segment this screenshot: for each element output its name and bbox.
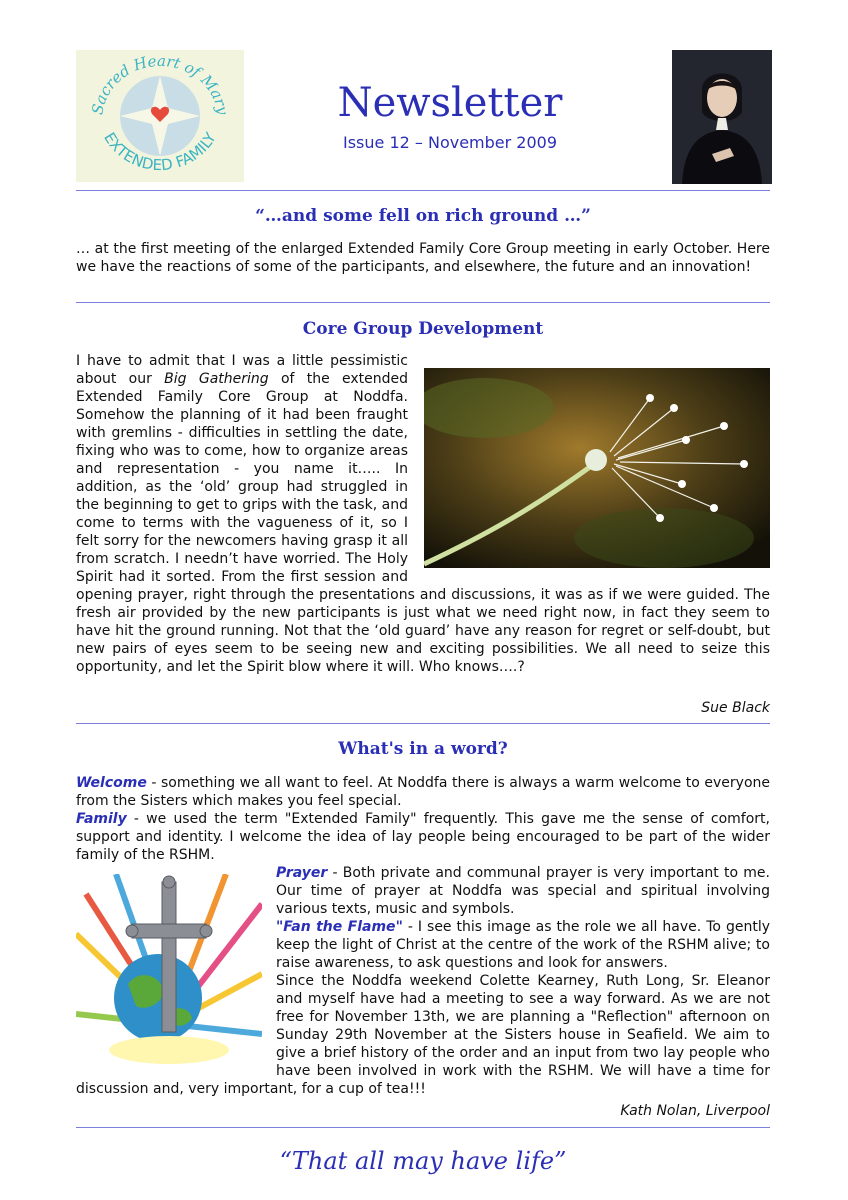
svg-text:Sacred Heart of Mary: Sacred Heart of Mary <box>88 51 232 117</box>
welcome-entry <box>76 774 770 810</box>
core-body-intro: I have to admit that I was a little pessimistic about our <box>76 353 408 387</box>
divider <box>76 723 770 724</box>
prayer-term: Prayer <box>276 865 328 881</box>
sacred-heart-logo <box>76 50 244 182</box>
author-kath-nolan: Kath Nolan, Liverpool <box>620 1103 770 1119</box>
family-term: Family <box>76 811 127 827</box>
flame-quote-close: " <box>395 919 403 935</box>
intro-paragraph: … at the first meeting of the enlarged Extended Family Core Group meeting in early October. Here we have the reactions of some of the participants, and elsewhere, the future and an innovation! <box>76 241 770 275</box>
fan-the-flame-image <box>76 874 262 1064</box>
section-heading-rich-ground: “…and some fell on rich ground …” <box>255 206 591 226</box>
prayer-text: - Both private and communal prayer is very important to me. Our time of prayer at Noddfa was special and spiritual involving various texts, music and symbols. <box>276 865 770 917</box>
newsletter-title: Newsletter <box>337 80 563 126</box>
issue-date: Issue 12 – November 2009 <box>342 133 558 152</box>
divider <box>76 1127 770 1128</box>
flame-quote-open: " <box>276 919 284 935</box>
word-article <box>76 774 770 1098</box>
divider <box>76 190 770 191</box>
flame-text: - I see this image as the role we all have. To gently keep the light of Christ at the centre of the work of the RSHM alive; to raise awareness, to ask questions and look for answers. <box>276 919 770 971</box>
divider <box>76 302 770 303</box>
section-heading-core-group: Core Group Development <box>302 319 544 339</box>
section-heading-word: What's in a word? <box>338 739 508 759</box>
welcome-term: Welcome <box>76 775 147 791</box>
family-text: - we used the term "Extended Family" frequently. This gave me the sense of comfort, support and identity. I welcome the idea of lay people being encouraged to be part of the wider family of the RSHM. <box>76 811 770 863</box>
svg-text:EXTENDED FAMILY: EXTENDED FAMILY <box>100 129 220 175</box>
core-body-rest: of the extended Extended Family Core Group at Noddfa. Somehow the planning of it had been fraught with gremlins - difficulties in settling the date, fixing who was to come, how to organize areas and representation - you name it….. In addition, as the ‘old’ group had struggled in the beginning to get to grips with the task, and come to terms with the vagueness of it, so I felt sorry for the newcomers having grasp it all from scratch. I needn’t have worried. The Holy Spirit had it sorted. From the first session and opening prayer, right through the presentations and discussions, it was as if we were guided. The fresh air provided by the new participants is just what we need right now, in fact they seem to have hit the ground running. Not that the ‘old guard’ have any reason for regret or self-doubt, but new pairs of eyes seem to be seeing new and exciting possibilities. We all need to seize this opportunity, and let the Spirit blow where it will. Who knows….? <box>76 371 770 675</box>
prayer-entry <box>76 864 770 1098</box>
author-sue-black: Sue Black <box>701 700 770 716</box>
dandelion-seeds-photo <box>424 368 770 568</box>
flame-term: Fan the Flame <box>283 919 396 935</box>
footer-motto: “That all may have life” <box>279 1147 567 1175</box>
founder-portrait <box>672 50 772 184</box>
core-group-article <box>76 352 770 676</box>
core-body-emphasis: Big Gathering <box>164 371 269 387</box>
closing-text: Since the Noddfa weekend Colette Kearney, Ruth Long, Sr. Eleanor and myself have had a meeting to see a way forward. As we are not free for November 13th, we are planning a "Reflection" afternoon on Sunday 29th November at the Sisters house in Seafield. We aim to give a brief history of the order and an input from two lay people who have been involved in work with the RSHM. We will have a time for discussion and, very important, for a cup of tea!!! <box>76 973 770 1097</box>
family-entry <box>76 810 770 864</box>
welcome-text: - something we all want to feel. At Noddfa there is always a warm welcome to everyone from the Sisters which makes you feel special. <box>76 775 770 809</box>
